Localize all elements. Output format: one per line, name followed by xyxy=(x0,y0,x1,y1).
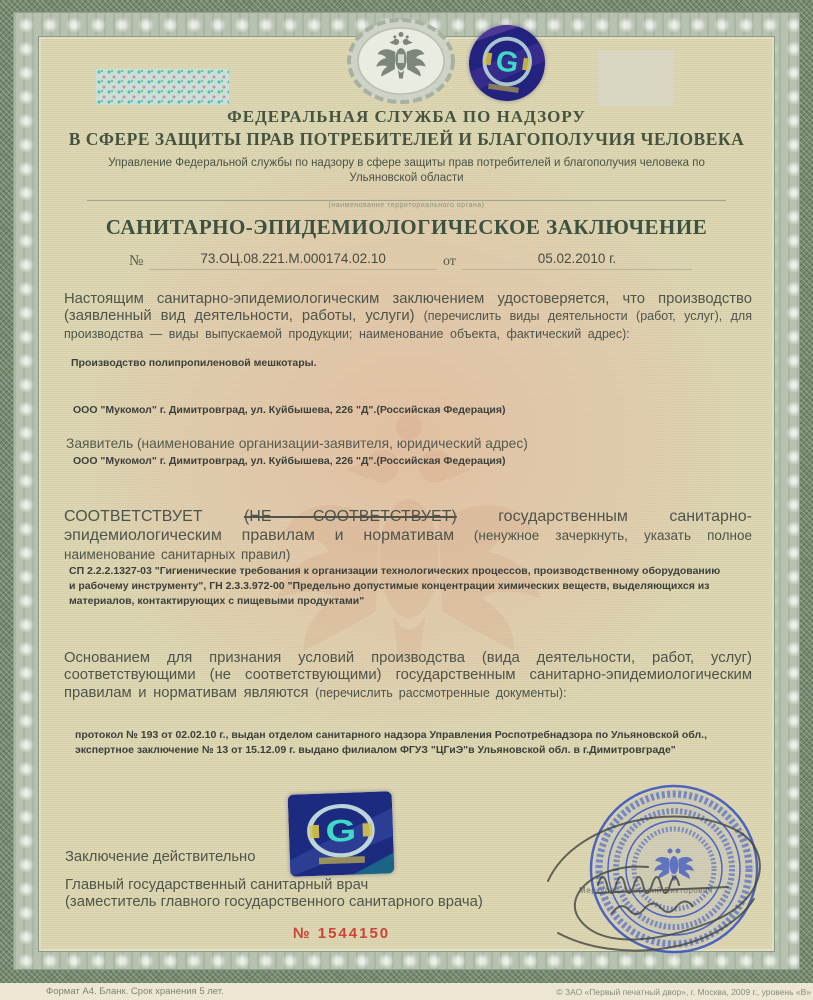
certification-paragraph xyxy=(64,291,752,343)
svg-text:G: G xyxy=(493,44,521,80)
svg-text:G: G xyxy=(324,812,357,849)
hologram-strip-icon xyxy=(96,69,229,105)
certification-note: (перечислить виды деятельности (работ, услуг), для производства — виды выпускаемой продукции; наименование объекта, фактический адрес): xyxy=(64,309,752,341)
number-and-date-line xyxy=(127,251,692,270)
producer-address: ООО "Мукомол" г. Димитровград, ул. Куйбышева, 226 "Д".(Российская Федерация) xyxy=(73,404,506,416)
serial-label: № xyxy=(292,925,312,942)
signature-icon xyxy=(536,781,786,976)
agency-name-line1: ФЕДЕРАЛЬНАЯ СЛУЖБА ПО НАДЗОРУ xyxy=(227,107,586,126)
applicant-label: Заявитель (наименование организации-заявителя, юридический адрес) xyxy=(66,436,528,451)
date-from-label: от xyxy=(442,254,456,269)
conformity-text: СООТВЕТСТВУЕТ xyxy=(64,508,244,525)
basis-note: (перечислить рассмотренные документы): xyxy=(315,685,567,700)
conformity-struck-text: (НЕ СООТВЕТСТВУЕТ) xyxy=(243,508,457,525)
production-value: Производство полипропиленовой мешкотары. xyxy=(71,357,317,369)
chief-doctor-line1: Главный государственный санитарный врач xyxy=(65,877,369,893)
number-label: № xyxy=(129,253,144,269)
basis-text: Основанием для признания условий производства (вида деятельности, работ, услуг) соответствующими (не соответствующими) государственным санитарно-эпидемиологическим правилам и нормативам являются xyxy=(64,650,752,701)
org-name-rule xyxy=(87,200,726,201)
serial-digits: 1544150 xyxy=(317,925,391,942)
territorial-department: Управление Федеральной службы по надзору в сфере защиты прав потребителей и благополучия человека по Ульяновской области xyxy=(108,157,705,184)
coat-of-arms-rosette-icon xyxy=(346,17,456,105)
validity-label: Заключение действительно xyxy=(65,849,256,865)
applicant-value: ООО "Мукомол" г. Димитровград, ул. Куйбышева, 226 "Д".(Российская Федерация) xyxy=(73,455,506,467)
certificate-date: 05.02.2010 г. xyxy=(462,251,692,270)
org-name-caption: (наименование территориального органа) xyxy=(328,202,485,209)
signer-name: Меркулов Анатолий Викторович xyxy=(579,886,713,895)
sanitary-rules-value: СП 2.2.2.1327-03 "Гигиенические требования к организации технологических процессов, производственному оборудованию и рабочему инструменту", ГН 2.3.3.972-00 "Предельно допустимые концентрации химических веществ, выделяющихся из материалов, контактирующих с пищевыми продуктами" xyxy=(69,565,721,608)
page-footer xyxy=(0,983,813,1000)
conformity-note: (ненужное зачеркнуть, указать полное наименование санитарных правил) xyxy=(64,527,752,562)
basis-paragraph xyxy=(64,650,752,702)
conformity-paragraph xyxy=(64,508,752,565)
hologram-seal-icon xyxy=(288,791,395,877)
certificate-body xyxy=(38,36,775,952)
agency-name-line2: В СФЕРЕ ЗАЩИТЫ ПРАВ ПОТРЕБИТЕЛЕЙ И БЛАГОПОЛУЧИЯ ЧЕЛОВЕКА xyxy=(68,129,745,149)
faded-stamp-area xyxy=(598,50,674,106)
certificate-number: 73.ОЦ.08.221.М.000174.02.10 xyxy=(149,251,437,270)
footer-printer-note: © ЗАО «Первый печатный двор», г. Москва, 2009 г., уровень «В» xyxy=(556,986,811,997)
footer-format-note: Формат А4. Бланк. Срок хранения 5 лет. xyxy=(46,986,224,997)
chief-doctor-line2: (заместитель главного государственного санитарного врача) xyxy=(65,894,483,910)
basis-documents-value: протокол № 193 от 02.02.10 г., выдан отделом санитарного надзора Управления Роспотребнадзора по Ульяновской обл., экспертное заключение № 13 от 15.12.09 г. выдано филиалом ФГУЗ "ЦГиЭ"в Ульяновской обл. в г.Димитровграде" xyxy=(75,729,707,757)
document-title: САНИТАРНО-ЭПИДЕМИОЛОГИЧЕСКОЕ ЗАКЛЮЧЕНИЕ xyxy=(105,215,708,239)
conformity-tail: государственным санитарно-эпидемиологическим правилам и нормативам xyxy=(64,508,752,544)
certification-text: Настоящим санитарно-эпидемиологическим заключением удостоверяется, что производство (заявленный вид деятельности, работы, услуги) xyxy=(64,291,752,325)
